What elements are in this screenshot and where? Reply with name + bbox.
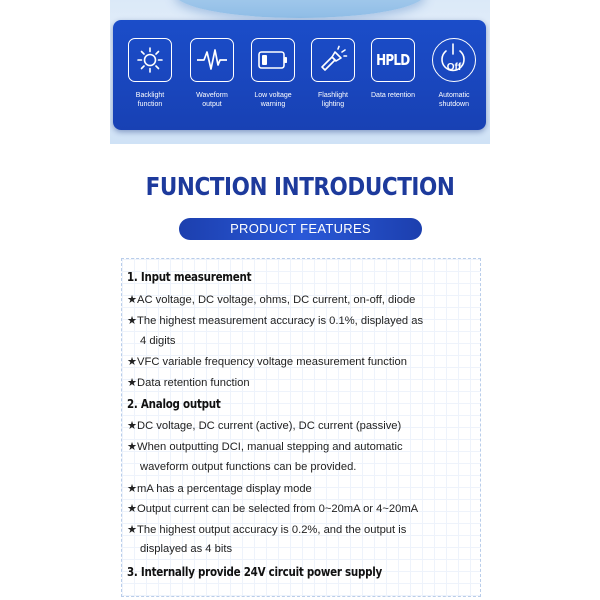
- list-item: waveform output functions can be provided.: [140, 461, 357, 473]
- feature-label: Waveform output: [196, 92, 228, 108]
- feature-label: Flashlight lighting: [318, 92, 348, 108]
- list-item: ★When outputting DCI, manual stepping and automatic: [127, 441, 403, 453]
- list-item: ★The highest measurement accuracy is 0.1%, displayed as: [127, 315, 424, 327]
- list-item: ★The highest output accuracy is 0.2%, and the output is: [127, 524, 407, 536]
- section-heading: 3. Internally provide 24V circuit power supply: [127, 565, 382, 579]
- hpld-icon-text: HPLD: [376, 51, 410, 69]
- feature-auto-shutdown: [424, 38, 484, 109]
- feature-data-retention: [363, 38, 423, 100]
- product-hero-banner: [110, 0, 490, 144]
- feature-flashlight: [303, 38, 363, 109]
- list-item: displayed as 4 bits: [140, 543, 233, 555]
- page-title: FUNCTION INTRODUCTION: [145, 172, 455, 201]
- list-item: ★DC voltage, DC current (active), DC current (passive): [127, 420, 402, 432]
- section-subtitle-pill: PRODUCT FEATURES: [179, 218, 422, 240]
- waveform-icon: [190, 38, 234, 82]
- list-item: ★AC voltage, DC voltage, ohms, DC current, on-off, diode: [127, 294, 416, 306]
- power-off-icon: [432, 38, 476, 82]
- feature-label: Low voltage warning: [254, 92, 292, 108]
- feature-label: Automatic shutdown: [438, 92, 470, 108]
- list-item: 4 digits: [140, 335, 176, 347]
- feature-waveform: [182, 38, 242, 109]
- section-heading: 1. Input measurement: [127, 270, 252, 284]
- feature-label: Data retention: [371, 92, 415, 99]
- flashlight-icon: [311, 38, 355, 82]
- off-icon-text: Off: [446, 61, 462, 73]
- list-item: ★Output current can be selected from 0~20mA or 4~20mA: [127, 503, 419, 515]
- device-base-disc: [175, 0, 425, 18]
- list-item: ★Data retention function: [127, 377, 250, 389]
- feature-icons-panel: [113, 20, 486, 130]
- hpld-icon: [371, 38, 415, 82]
- feature-backlight: [120, 38, 180, 109]
- feature-low-voltage: [243, 38, 303, 109]
- section-heading: 2. Analog output: [127, 397, 221, 411]
- list-item: ★VFC variable frequency voltage measurement function: [127, 356, 407, 368]
- battery-icon: [251, 38, 295, 82]
- feature-label: Backlight function: [135, 92, 165, 108]
- sun-icon: [128, 38, 172, 82]
- list-item: ★mA has a percentage display mode: [127, 483, 312, 495]
